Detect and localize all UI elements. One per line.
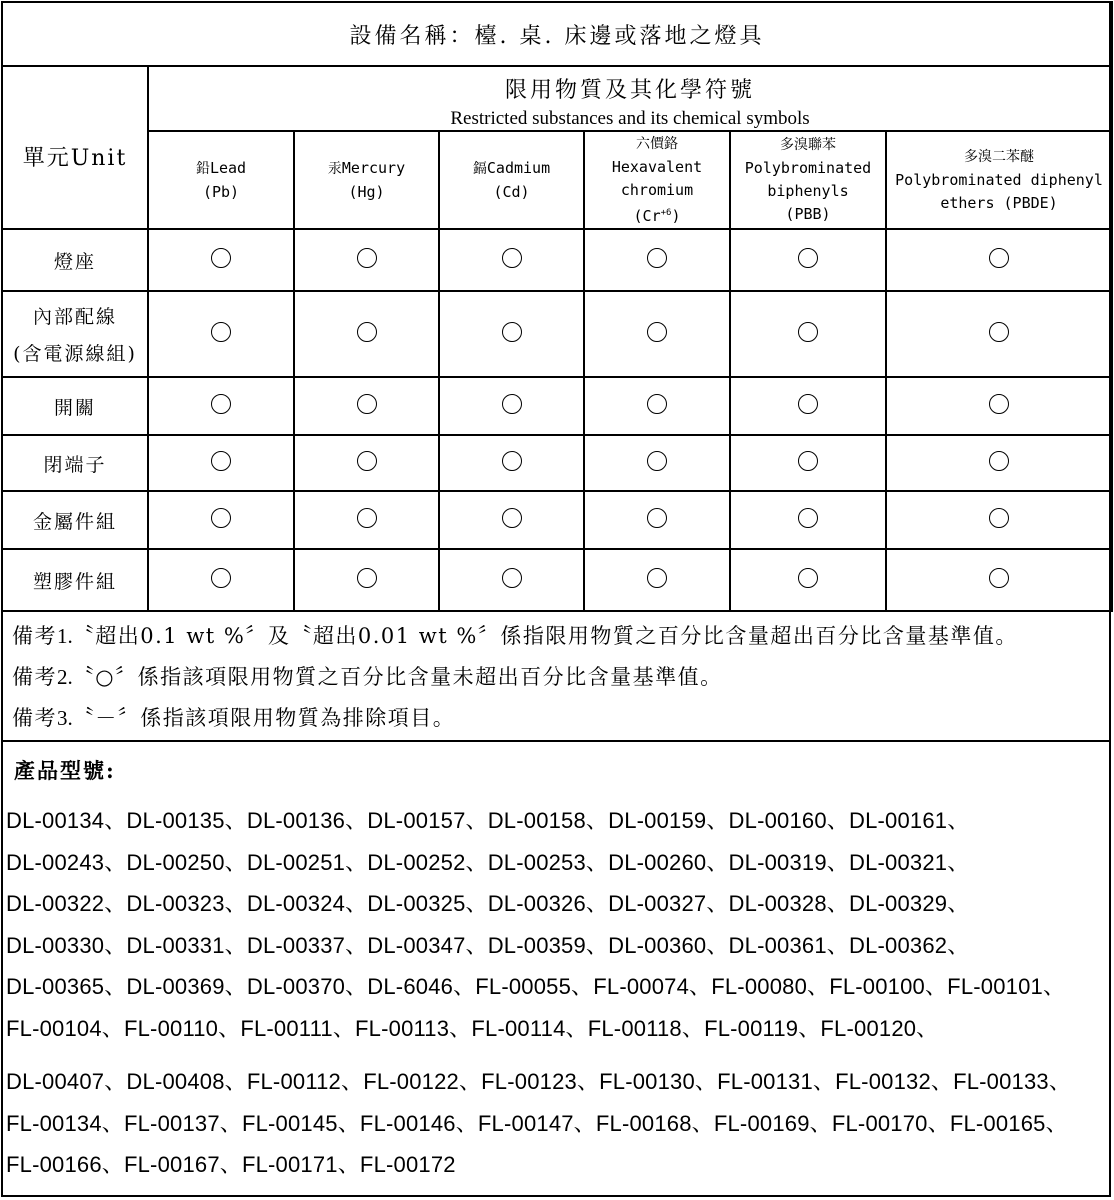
circle-mark-icon — [357, 248, 377, 268]
circle-mark-icon — [502, 508, 522, 528]
substance-header-hexavalent-chromium: 六價鉻 Hexavalent chromium $(Cr^{+6})$ — [584, 131, 730, 229]
compliance-cell — [730, 291, 886, 377]
compliance-cell — [886, 377, 1112, 435]
compliance-cell — [439, 229, 584, 291]
compliance-cell — [584, 229, 730, 291]
model-line: FL-00134、FL-00137、FL-00145、FL-00146、FL-00147、FL-00168、FL-00169、FL-00170、FL-00165、 — [6, 1110, 1068, 1136]
circle-mark-icon — [798, 451, 818, 471]
restricted-substances-header — [148, 66, 1112, 131]
equipment-title: 設備名稱：檯. 桌. 床邊或落地之燈具 — [2, 2, 1112, 66]
circle-mark-icon — [798, 394, 818, 414]
row-label — [2, 549, 148, 611]
compliance-cell — [439, 377, 584, 435]
restricted-substances-en: Restricted substances and its chemical symbols — [450, 108, 810, 129]
row-label — [2, 435, 148, 491]
circle-mark-icon — [989, 248, 1009, 268]
circle-mark-icon — [211, 322, 231, 342]
compliance-cell — [584, 377, 730, 435]
table-row — [2, 435, 1112, 491]
model-list — [6, 800, 1106, 1186]
model-line: FL-00166、FL-00167、FL-00171、FL-00172 — [6, 1152, 456, 1177]
compliance-cell — [886, 435, 1112, 491]
row-label — [2, 229, 148, 291]
table-row — [2, 491, 1112, 549]
circle-mark-icon — [357, 508, 377, 528]
unit-header: 單元Unit — [2, 66, 148, 229]
row-label-text: 閉端子 — [43, 453, 107, 476]
compliance-cell — [886, 491, 1112, 549]
circle-mark-icon — [211, 394, 231, 414]
substance-header-pbb: 多溴聯苯 Polybrominated biphenyls (PBB) — [730, 131, 886, 229]
circle-mark-icon — [989, 322, 1009, 342]
section-divider — [1, 740, 1111, 742]
compliance-cell — [439, 491, 584, 549]
compliance-cell — [584, 549, 730, 611]
remark-3: 備考3.〝－〞係指該項限用物質為排除項目。 — [12, 706, 456, 730]
model-line: FL-00104、FL-00110、FL-00111、FL-00113、FL-00114、FL-00118、FL-00119、FL-00120、 — [6, 1015, 939, 1041]
model-line: DL-00134、DL-00135、DL-00136、DL-00157、DL-00158、DL-00159、DL-00160、DL-00161、 — [6, 808, 970, 833]
table-row — [2, 549, 1112, 611]
substance-header-cadmium: 鎘Cadmium (Cd) — [439, 131, 584, 229]
substance-header-pbde: 多溴二苯醚 Polybrominated diphenyl ethers (PBDE) — [886, 131, 1112, 229]
circle-mark-icon — [211, 248, 231, 268]
compliance-cell — [294, 229, 439, 291]
compliance-cell — [294, 435, 439, 491]
circle-mark-icon — [647, 394, 667, 414]
compliance-cell — [148, 291, 294, 377]
model-line: DL-00322、DL-00323、DL-00324、DL-00325、DL-00326、DL-00327、DL-00328、DL-00329、 — [6, 891, 970, 916]
row-label — [2, 291, 148, 377]
compliance-cell — [730, 435, 886, 491]
compliance-cell — [294, 377, 439, 435]
circle-mark-icon — [502, 394, 522, 414]
circle-mark-icon — [502, 248, 522, 268]
row-label-text: 金屬件組 — [32, 510, 117, 533]
circle-mark-icon — [502, 451, 522, 471]
circle-mark-icon — [647, 568, 667, 588]
circle-mark-icon — [502, 568, 522, 588]
table-row — [2, 291, 1112, 377]
row-label-text: 內部配線 — [32, 306, 117, 328]
models-title: 產品型號: — [14, 758, 116, 783]
row-label-text-2: (含電源線組) — [13, 343, 137, 365]
compliance-cell — [294, 291, 439, 377]
compliance-cell — [148, 229, 294, 291]
compliance-cell — [886, 291, 1112, 377]
compliance-cell — [294, 491, 439, 549]
circle-mark-icon — [798, 248, 818, 268]
compliance-cell — [584, 491, 730, 549]
compliance-cell — [148, 549, 294, 611]
table-row — [2, 377, 1112, 435]
circle-mark-icon — [357, 451, 377, 471]
circle-mark-icon — [989, 508, 1009, 528]
substance-header-mercury: 汞Mercury (Hg) — [294, 131, 439, 229]
model-line: DL-00243、DL-00250、DL-00251、DL-00252、DL-00253、DL-00260、DL-00319、DL-00321、 — [6, 849, 970, 875]
row-label — [2, 377, 148, 435]
circle-mark-icon — [211, 568, 231, 588]
circle-mark-icon — [989, 394, 1009, 414]
compliance-cell — [148, 435, 294, 491]
remarks — [12, 616, 1102, 739]
row-label — [2, 491, 148, 549]
compliance-cell — [886, 549, 1112, 611]
circle-mark-icon — [357, 394, 377, 414]
restricted-substances-table — [1, 1, 1113, 612]
model-line: DL-00365、DL-00369、DL-00370、DL-6046、FL-00055、FL-00074、FL-00080、FL-00100、FL-00101、 — [6, 974, 1066, 999]
remark-1: 備考1.〝超出0.1 wt %〞及〝超出0.01 wt %〞係指限用物質之百分比含量超出百分比含量基準值。 — [12, 624, 1018, 648]
compliance-cell — [584, 435, 730, 491]
compliance-cell — [730, 491, 886, 549]
circle-mark-icon — [647, 322, 667, 342]
compliance-cell — [294, 549, 439, 611]
circle-mark-icon — [502, 322, 522, 342]
circle-mark-icon — [798, 568, 818, 588]
substance-header-lead: 鉛Lead (Pb) — [148, 131, 294, 229]
circle-mark-icon — [357, 568, 377, 588]
circle-mark-icon — [357, 322, 377, 342]
circle-mark-icon — [647, 248, 667, 268]
compliance-cell — [584, 291, 730, 377]
circle-mark-icon — [798, 508, 818, 528]
row-label-text: 塑膠件組 — [32, 570, 117, 593]
row-label-text: 燈座 — [53, 250, 96, 273]
circle-mark-icon — [211, 508, 231, 528]
compliance-cell — [439, 291, 584, 377]
compliance-cell — [148, 491, 294, 549]
circle-mark-icon — [798, 322, 818, 342]
row-label-text: 開關 — [53, 396, 96, 419]
circle-mark-icon — [647, 508, 667, 528]
compliance-cell — [730, 377, 886, 435]
compliance-cell — [730, 549, 886, 611]
compliance-cell — [439, 549, 584, 611]
compliance-cell — [148, 377, 294, 435]
table-row — [2, 229, 1112, 291]
circle-mark-icon — [989, 451, 1009, 471]
compliance-cell — [730, 229, 886, 291]
model-line: DL-00330、DL-00331、DL-00337、DL-00347、DL-00359、DL-00360、DL-00361、DL-00362、 — [6, 932, 970, 958]
model-line: DL-00407、DL-00408、FL-00112、FL-00122、FL-00123、FL-00130、FL-00131、FL-00132、FL-00133、 — [6, 1069, 1072, 1094]
compliance-cell — [886, 229, 1112, 291]
table-body — [2, 229, 1112, 611]
circle-mark-icon — [211, 451, 231, 471]
circle-mark-icon — [989, 568, 1009, 588]
remark-2: 備考2.〝○〞係指該項限用物質之百分比含量未超出百分比含量基準值。 — [12, 665, 723, 689]
restricted-substances-zh: 限用物質及其化學符號 — [505, 78, 756, 103]
compliance-cell — [439, 435, 584, 491]
circle-mark-icon — [647, 451, 667, 471]
